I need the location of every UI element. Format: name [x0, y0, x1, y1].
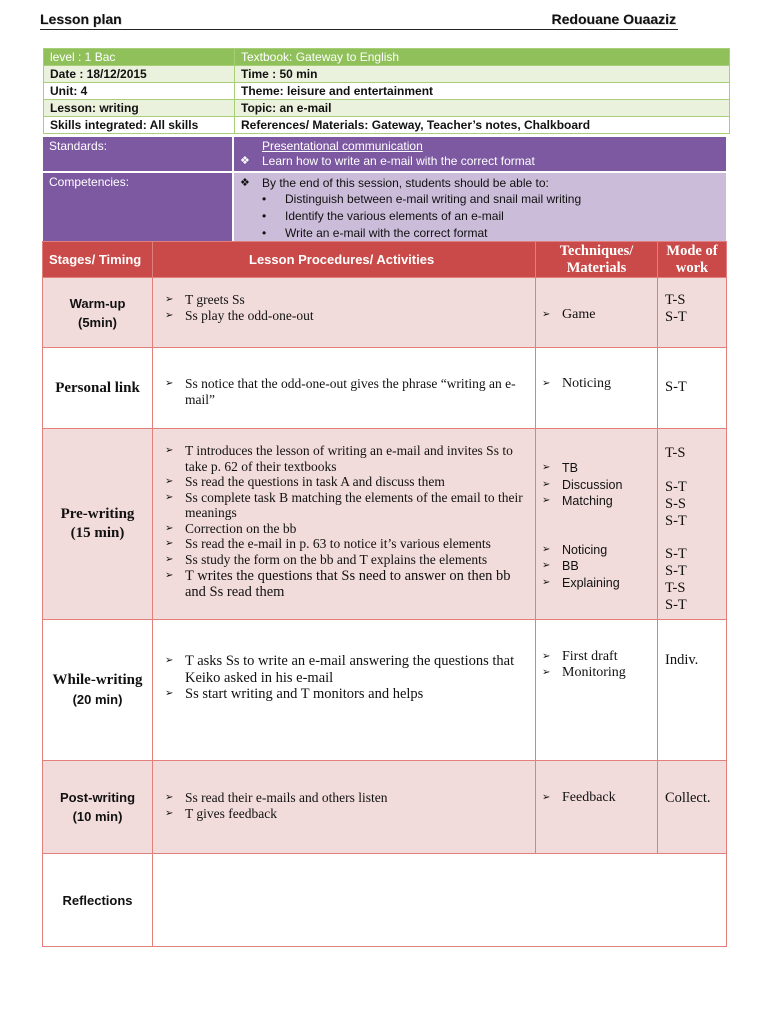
list-item: ➢ Ss read their e-mails and others listen — [165, 790, 388, 805]
arrow-bullet-icon: ➢ — [165, 538, 174, 549]
table-row — [43, 761, 727, 854]
list-item: ➢ T greets Ss — [165, 292, 245, 307]
table-row — [43, 854, 727, 947]
list-item: ➢ First draft — [542, 649, 618, 664]
textbook: Textbook: Gateway to English — [235, 49, 730, 66]
list-item: ➢ T writes the questions that Ss need to answer on then bb and Ss read them — [165, 568, 511, 600]
competencies-intro-text: By the end of this session, students should be able to: — [262, 176, 549, 190]
competencies-label: Competencies: — [43, 172, 233, 244]
list-item: ➢ T asks Ss to write an e-mail answering the questions that Keiko asked in his e-mail — [165, 653, 515, 686]
mode-cell: Indiv. — [658, 620, 727, 761]
arrow-bullet-icon: ➢ — [165, 309, 174, 321]
stage-cell: While-writing (20 min) — [43, 620, 153, 761]
competencies-intro — [240, 175, 720, 191]
info-row — [44, 49, 730, 66]
arrow-bullet-icon: ➢ — [165, 688, 174, 699]
list-item: ➢ Feedback — [542, 790, 616, 805]
stage-cell: Pre-writing (15 min) — [43, 429, 153, 620]
arrow-bullet-icon: ➢ — [165, 792, 174, 803]
list-item: ➢ T introduces the lesson of writing an e-mail and invites Ss to take p. 62 of their textbooks — [165, 443, 513, 474]
competencies-content — [233, 172, 726, 244]
competency-item: • Identify the various elements of an e-mail — [262, 209, 504, 223]
arrow-bullet-icon: ➢ — [542, 543, 551, 555]
list-item: ➢ Noticing — [542, 542, 608, 557]
unit: Unit: 4 — [44, 83, 235, 100]
arrow-bullet-icon: ➢ — [542, 478, 551, 490]
mode-cell: T-S S-T — [658, 278, 727, 348]
techniques-cell — [536, 429, 658, 620]
list-item: ➢ Ss start writing and T monitors and helps — [165, 686, 424, 702]
mode-cell: S-T — [658, 348, 727, 429]
list-item: ➢ Matching — [542, 494, 613, 508]
arrow-bullet-icon: ➢ — [542, 667, 551, 678]
techniques-cell — [536, 278, 658, 348]
author-name: Redouane Ouaaziz — [551, 11, 676, 27]
list-item: ➢ TB — [542, 461, 578, 475]
procedures-cell — [153, 348, 536, 429]
arrow-bullet-icon: ➢ — [165, 553, 174, 565]
topic: Topic: an e-mail — [235, 100, 730, 117]
info-row — [44, 117, 730, 134]
diamond-bullet-icon: ❖ — [240, 177, 250, 189]
techniques-cell — [536, 761, 658, 854]
techniques-cell — [536, 620, 658, 761]
mode-cell: Collect. — [658, 761, 727, 854]
stage-cell: Post-writing (10 min) — [43, 761, 153, 854]
procedures-cell — [153, 761, 536, 854]
standards-title: Presentational communication — [262, 139, 423, 153]
document-title: Lesson plan — [40, 11, 122, 27]
arrow-bullet-icon: ➢ — [542, 495, 551, 506]
lesson: Lesson: writing — [44, 100, 235, 117]
list-item: ➢ Game — [542, 307, 596, 322]
list-item: ➢ T gives feedback — [165, 805, 277, 821]
arrow-bullet-icon: ➢ — [165, 491, 174, 503]
time: Time : 50 min — [235, 66, 730, 83]
arrow-bullet-icon: ➢ — [542, 560, 551, 571]
standards-label: Standards: — [43, 137, 233, 172]
arrow-bullet-icon: ➢ — [165, 807, 174, 819]
lesson-info-table — [43, 48, 730, 134]
list-item: ➢ Ss read the questions in task A and discuss them — [165, 474, 445, 489]
arrow-bullet-icon: ➢ — [165, 294, 174, 305]
standards-competencies-table — [43, 137, 726, 244]
stage-cell: Personal link — [43, 348, 153, 429]
list-item: ➢ Correction on the bb — [165, 520, 297, 536]
info-row — [44, 100, 730, 117]
list-item: ➢ Ss complete task B matching the elements of the email to their meanings — [165, 489, 523, 520]
arrow-bullet-icon: ➢ — [165, 445, 174, 456]
reflections-cell — [153, 854, 727, 947]
arrow-bullet-icon: ➢ — [542, 309, 551, 320]
list-item: ➢ Monitoring — [542, 665, 626, 680]
diamond-bullet-icon: ❖ — [240, 155, 250, 167]
arrow-bullet-icon: ➢ — [165, 655, 174, 666]
theme: Theme: leisure and entertainment — [235, 83, 730, 100]
list-item: ➢ Ss study the form on the bb and T explains the elements — [165, 551, 488, 567]
procedures-cell — [153, 429, 536, 620]
bullet-icon: • — [262, 192, 267, 206]
arrow-bullet-icon: ➢ — [542, 651, 551, 662]
arrow-bullet-icon: ➢ — [542, 792, 551, 803]
standards-item — [240, 153, 720, 169]
level: level : 1 Bac — [44, 49, 235, 66]
date: Date : 18/12/2015 — [44, 66, 235, 83]
competency-item: • Distinguish between e-mail writing and snail mail writing — [262, 192, 582, 206]
arrow-bullet-icon: ➢ — [165, 378, 174, 389]
header-mode: Mode of work — [658, 242, 727, 278]
procedures-cell — [153, 278, 536, 348]
procedures-table — [42, 241, 727, 947]
list-item: ➢ Discussion — [542, 477, 623, 492]
stage-cell: Reflections — [43, 854, 153, 947]
header-techniques: Techniques/ Materials — [536, 242, 658, 278]
document-header — [40, 10, 678, 30]
references: References/ Materials: Gateway, Teacher’s notes, Chalkboard — [235, 117, 730, 134]
list-item: ➢ Ss read the e-mail in p. 63 to notice it’s various elements — [165, 536, 491, 551]
competency-item: • Write an e-mail with the correct format — [262, 226, 488, 240]
procedures-cell — [153, 620, 536, 761]
header-procedures: Lesson Procedures/ Activities — [153, 242, 536, 278]
table-row — [43, 348, 727, 429]
standards-content — [233, 137, 726, 172]
bullet-icon: • — [262, 209, 267, 223]
table-row — [43, 429, 727, 620]
standards-item-text: Learn how to write an e-mail with the correct format — [262, 154, 535, 168]
arrow-bullet-icon: ➢ — [542, 576, 551, 588]
stage-cell: Warm-up (5min) — [43, 278, 153, 348]
table-row — [43, 620, 727, 761]
header-stages: Stages/ Timing — [43, 242, 153, 278]
skills: Skills integrated: All skills — [44, 117, 235, 134]
arrow-bullet-icon: ➢ — [542, 378, 551, 389]
list-item: ➢ Explaining — [542, 575, 620, 590]
list-item: ➢ Ss notice that the odd-one-out gives the phrase “writing an e-mail” — [165, 376, 516, 407]
list-item: ➢ Ss play the odd-one-out — [165, 307, 314, 323]
info-row — [44, 83, 730, 100]
arrow-bullet-icon: ➢ — [165, 476, 174, 487]
arrow-bullet-icon: ➢ — [542, 462, 551, 473]
techniques-cell — [536, 348, 658, 429]
list-item: ➢ BB — [542, 559, 579, 573]
info-row — [44, 66, 730, 83]
bullet-icon: • — [262, 226, 267, 240]
list-item: ➢ Noticing — [542, 376, 611, 391]
arrow-bullet-icon: ➢ — [165, 570, 174, 581]
table-row — [43, 278, 727, 348]
arrow-bullet-icon: ➢ — [165, 522, 174, 534]
mode-cell: T-S S-T S-S S-T S-T S-T T-S S-T — [658, 429, 727, 620]
